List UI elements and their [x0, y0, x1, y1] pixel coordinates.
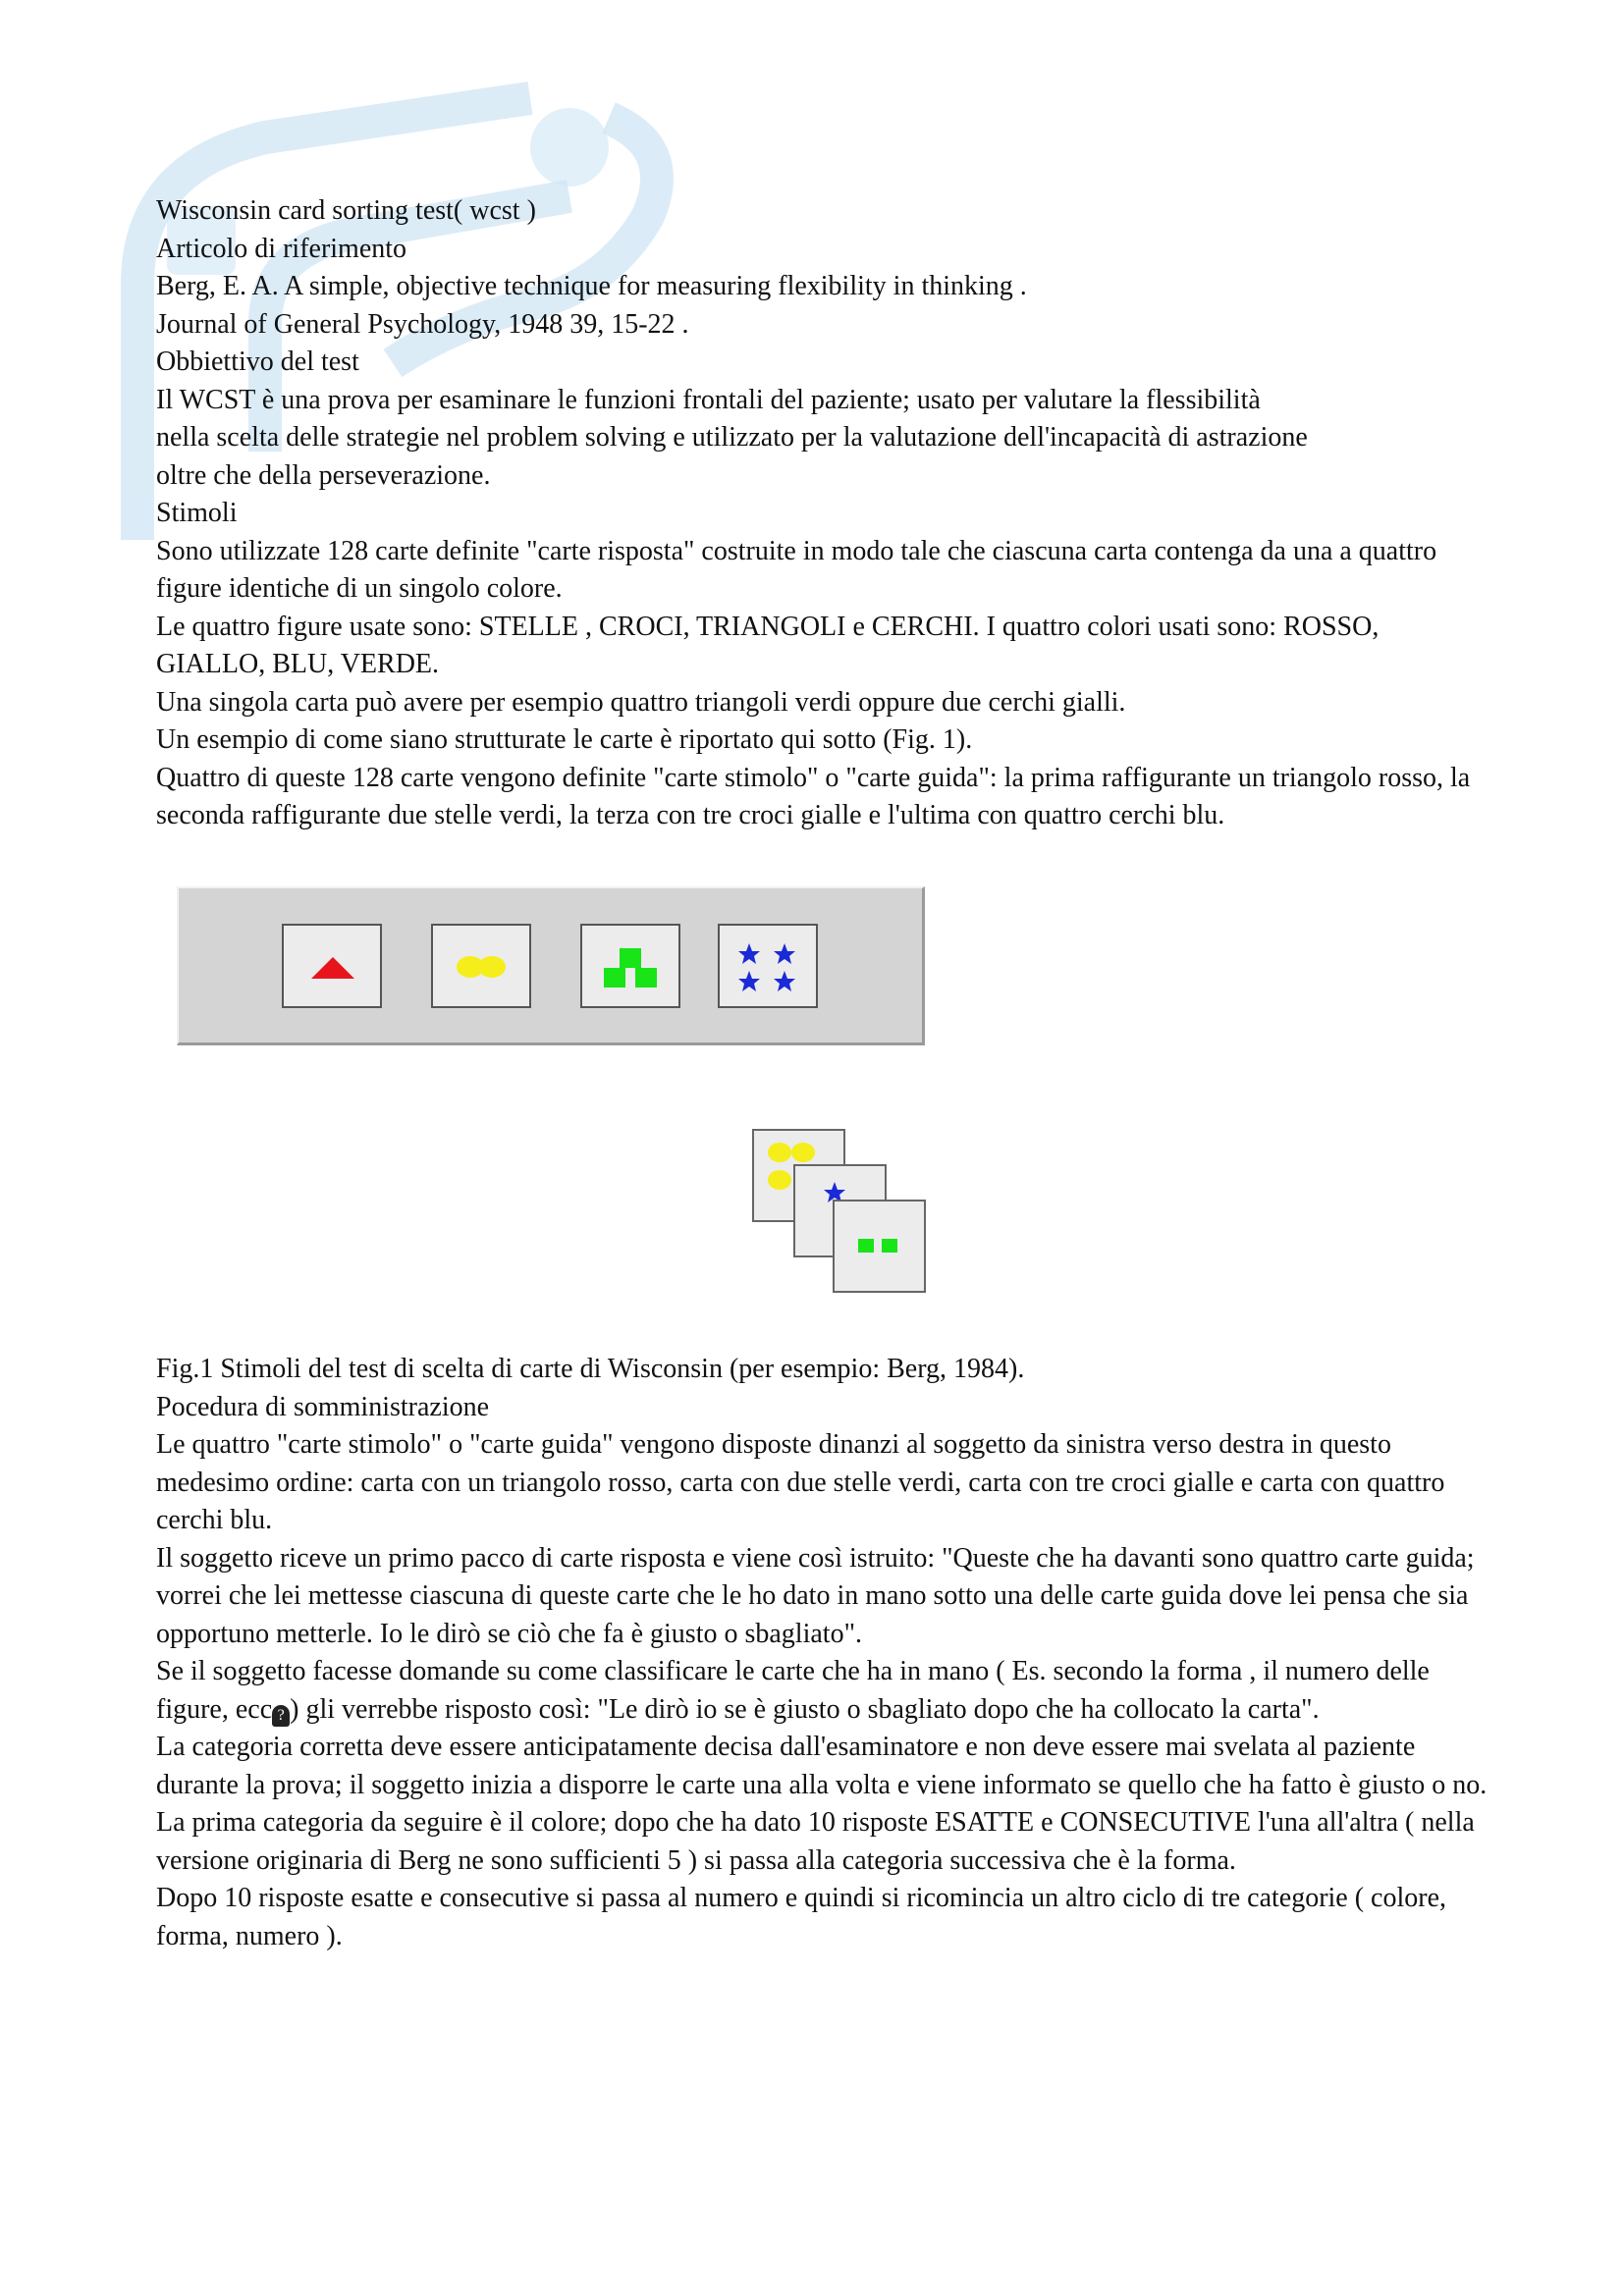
reference-line: Journal of General Psychology, 1948 39, 15-22 .: [156, 308, 689, 340]
text-block-top: [156, 192, 1491, 835]
procedure-paragraph: Il soggetto riceve un primo pacco di carte risposta e viene così istruito: "Queste che ha davanti sono quattro carte guida; vorrei che lei mettesse ciascuna di queste carte che le ho dato in mano sotto una delle carte guida dove lei pensa che sia opportuno metterle. Io le dirò se ciò che fa è giusto o sbagliato".: [156, 1542, 1475, 1649]
stimuli-paragraph: Quattro di queste 128 carte vengono definite "carte stimolo" o "carte guida": la prima raffigurante un triangolo rosso, la seconda raffigurante due stelle verdi, la terza con tre croci gialle e l'ultima con quattro cerchi blu.: [156, 762, 1471, 830]
procedure-paragraph: Le quattro "carte stimolo" o "carte guida" vengono disposte dinanzi al soggetto da sinistra verso destra in questo medesimo ordine: carta con un triangolo rosso, carta con due stelle verdi, carta con tre croci gialle e carta con quattro cerchi blu.: [156, 1429, 1445, 1535]
stimuli-paragraph: Un esempio di come siano strutturate le carte è riportato qui sotto (Fig. 1).: [156, 724, 973, 755]
reference-line: Berg, E. A. A simple, objective technique for measuring flexibility in thinking .: [156, 271, 1027, 301]
procedure-paragraph: Dopo 10 risposte esatte e consecutive si passa al numero e quindi si ricomincia un altro ciclo di tre categorie ( colore, forma, numero ).: [156, 1883, 1447, 1951]
green-squares-icon: [835, 1201, 924, 1291]
blue-stars-icon: [720, 926, 816, 1006]
red-triangle-icon: [284, 926, 380, 1006]
procedure-text: Se il soggetto facesse domande su come classificare le carte che ha in mano ( Es. secondo la forma , il numero delle figure, ecc: [156, 1656, 1430, 1725]
stimuli-heading: Stimoli: [156, 498, 238, 528]
yellow-circles-icon: [433, 926, 529, 1006]
stimulus-card-green-squares: [580, 924, 680, 1008]
procedure-paragraph: La prima categoria da seguire è il colore; dopo che ha dato 10 risposte ESATTE e CONSECUTIVE l'una all'altra ( nella versione originaria di Berg ne sono sufficienti 5 ) si passa alla categoria successiva che è la forma.: [156, 1807, 1475, 1876]
stimuli-paragraph: Sono utilizzate 128 carte definite "carte risposta" costruite in modo tale che ciascuna carta contenga da una a quattro figure identiche di un singolo colore.: [156, 535, 1437, 604]
stimuli-paragraph: Una singola carta può avere per esempio quattro triangoli verdi oppure due cerchi gialli.: [156, 686, 1126, 718]
stimuli-paragraph: Le quattro figure usate sono: STELLE , CROCI, TRIANGOLI e CERCHI. I quattro colori usati sono: ROSSO, GIALLO, BLU, VERDE.: [156, 611, 1380, 679]
stimulus-card-blue-stars: [718, 924, 818, 1008]
stimulus-card-red-triangle: [282, 924, 382, 1008]
replacement-character-icon: ?: [272, 1705, 290, 1727]
procedure-paragraph: [156, 1653, 1491, 1729]
figure-caption: Fig.1 Stimoli del test di scelta di carte di Wisconsin (per esempio: Berg, 1984).: [156, 1354, 1025, 1384]
text-block-bottom: [156, 1351, 1491, 1955]
stimulus-card-yellow-circles: [431, 924, 531, 1008]
response-card-green-squares: [833, 1200, 926, 1293]
green-squares-icon: [582, 926, 678, 1006]
objective-paragraph: Il WCST è una prova per esaminare le funzioni frontali del paziente; usato per valutare la flessibilità nella scelta delle strategie nel problem solving e utilizzato per la valutazione dell'incapacità di astrazione oltre che della perseverazione.: [156, 384, 1308, 491]
procedure-text: ) gli verrebbe risposto così: "Le dirò io se è giusto o sbagliato dopo che ha collocato la carta".: [290, 1693, 1320, 1725]
procedure-heading: Pocedura di somministrazione: [156, 1391, 490, 1422]
procedure-paragraph: La categoria corretta deve essere anticipatamente decisa dall'esaminatore e non deve essere mai svelata al paziente durante la prova; il soggetto inizia a disporre le carte una alla volta e viene informato se quello che ha fatto è giusto o no.: [156, 1732, 1488, 1800]
document-title: Wisconsin card sorting test( wcst ): [156, 195, 536, 226]
objective-heading: Obbiettivo del test: [156, 347, 359, 377]
reference-heading: Articolo di riferimento: [156, 233, 407, 264]
stimulus-cards-panel: [177, 886, 925, 1045]
response-card-stack: [746, 1125, 943, 1292]
